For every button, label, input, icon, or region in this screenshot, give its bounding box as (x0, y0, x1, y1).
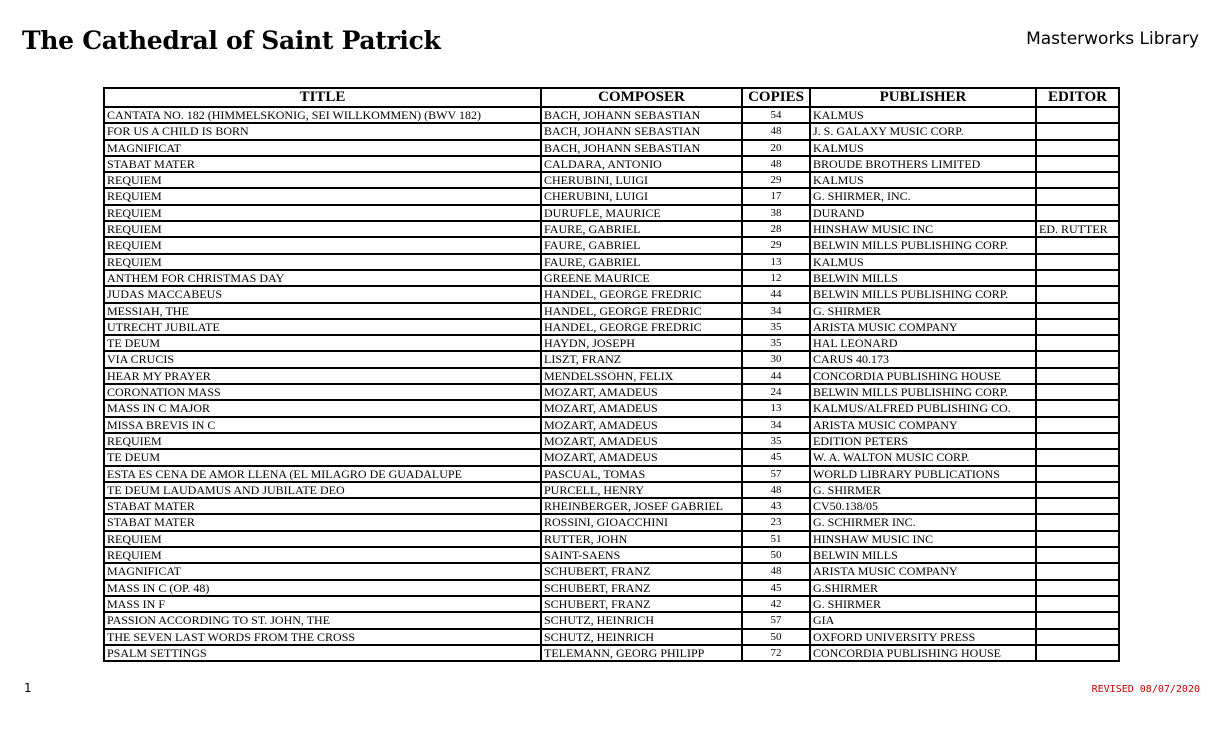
table-row (104, 417, 1119, 433)
title-cell: REQUIEM (104, 433, 541, 449)
copies-cell: 51 (742, 531, 810, 547)
composer-cell: HAYDN, JOSEPH (541, 335, 742, 351)
publisher-cell: GIA (810, 612, 1036, 628)
publisher-cell: KALMUS (810, 140, 1036, 156)
editor-cell (1036, 351, 1119, 367)
table-row (104, 254, 1119, 270)
publisher-cell: ARISTA MUSIC COMPANY (810, 563, 1036, 579)
publisher-cell: EDITION PETERS (810, 433, 1036, 449)
title-cell: MASS IN C MAJOR (104, 400, 541, 416)
title-cell: FOR US A CHILD IS BORN (104, 123, 541, 139)
title-cell: ANTHEM FOR CHRISTMAS DAY (104, 270, 541, 286)
title-cell: TE DEUM (104, 449, 541, 465)
table-row (104, 123, 1119, 139)
editor-cell (1036, 498, 1119, 514)
publisher-cell: G. SCHIRMER INC. (810, 514, 1036, 530)
copies-cell: 48 (742, 482, 810, 498)
editor-cell (1036, 270, 1119, 286)
composer-cell: BACH, JOHANN SEBASTIAN (541, 123, 742, 139)
composer-cell: BACH, JOHANN SEBASTIAN (541, 140, 742, 156)
copies-cell: 12 (742, 270, 810, 286)
title-cell: VIA CRUCIS (104, 351, 541, 367)
copies-cell: 48 (742, 123, 810, 139)
composer-cell: FAURE, GABRIEL (541, 254, 742, 270)
table-row (104, 466, 1119, 482)
publisher-cell: KALMUS (810, 172, 1036, 188)
title-cell: REQUIEM (104, 188, 541, 204)
publisher-cell: G. SHIRMER (810, 482, 1036, 498)
table-row (104, 286, 1119, 302)
table-row (104, 531, 1119, 547)
table-header-row (104, 88, 1119, 107)
composer-cell: SCHUTZ, HEINRICH (541, 612, 742, 628)
title-cell: MASS IN C (OP. 48) (104, 580, 541, 596)
composer-cell: CHERUBINI, LUIGI (541, 188, 742, 204)
masterworks-table (103, 87, 1120, 662)
title-cell: REQUIEM (104, 221, 541, 237)
column-header-editor: EDITOR (1036, 88, 1119, 107)
table-row (104, 335, 1119, 351)
revised-date: REVISED 08/07/2020 (1091, 684, 1200, 695)
title-cell: THE SEVEN LAST WORDS FROM THE CROSS (104, 629, 541, 645)
table-row (104, 368, 1119, 384)
composer-cell: MOZART, AMADEUS (541, 384, 742, 400)
title-cell: CORONATION MASS (104, 384, 541, 400)
table-row (104, 400, 1119, 416)
composer-cell: SCHUTZ, HEINRICH (541, 629, 742, 645)
table-row (104, 629, 1119, 645)
column-header-publisher: PUBLISHER (810, 88, 1036, 107)
table-row (104, 188, 1119, 204)
editor-cell (1036, 449, 1119, 465)
copies-cell: 38 (742, 205, 810, 221)
table-body (104, 107, 1119, 661)
composer-cell: PURCELL, HENRY (541, 482, 742, 498)
copies-cell: 48 (742, 156, 810, 172)
table-row (104, 563, 1119, 579)
composer-cell: RHEINBERGER, JOSEF GABRIEL (541, 498, 742, 514)
editor-cell (1036, 254, 1119, 270)
editor-cell (1036, 286, 1119, 302)
table-row (104, 140, 1119, 156)
editor-cell (1036, 400, 1119, 416)
publisher-cell: W. A. WALTON MUSIC CORP. (810, 449, 1036, 465)
title-cell: HEAR MY PRAYER (104, 368, 541, 384)
title-cell: PSALM SETTINGS (104, 645, 541, 661)
editor-cell (1036, 547, 1119, 563)
copies-cell: 29 (742, 172, 810, 188)
table-row (104, 237, 1119, 253)
editor-cell (1036, 384, 1119, 400)
editor-cell (1036, 433, 1119, 449)
copies-cell: 17 (742, 188, 810, 204)
composer-cell: LISZT, FRANZ (541, 351, 742, 367)
title-cell: TE DEUM LAUDAMUS AND JUBILATE DEO (104, 482, 541, 498)
publisher-cell: G.SHIRMER (810, 580, 1036, 596)
publisher-cell: ARISTA MUSIC COMPANY (810, 319, 1036, 335)
page-number: 1 (24, 681, 32, 695)
editor-cell (1036, 466, 1119, 482)
composer-cell: CHERUBINI, LUIGI (541, 172, 742, 188)
table-row (104, 449, 1119, 465)
title-cell: JUDAS MACCABEUS (104, 286, 541, 302)
publisher-cell: KALMUS (810, 107, 1036, 123)
copies-cell: 35 (742, 433, 810, 449)
editor-cell (1036, 645, 1119, 661)
publisher-cell: KALMUS (810, 254, 1036, 270)
composer-cell: SAINT-SAENS (541, 547, 742, 563)
copies-cell: 13 (742, 400, 810, 416)
composer-cell: MOZART, AMADEUS (541, 400, 742, 416)
table-row (104, 645, 1119, 661)
publisher-cell: BROUDE BROTHERS LIMITED (810, 156, 1036, 172)
copies-cell: 28 (742, 221, 810, 237)
copies-cell: 23 (742, 514, 810, 530)
table-row (104, 172, 1119, 188)
publisher-cell: BELWIN MILLS (810, 270, 1036, 286)
publisher-cell: OXFORD UNIVERSITY PRESS (810, 629, 1036, 645)
table-row (104, 319, 1119, 335)
copies-cell: 54 (742, 107, 810, 123)
table-row (104, 498, 1119, 514)
composer-cell: TELEMANN, GEORG PHILIPP (541, 645, 742, 661)
title-cell: REQUIEM (104, 547, 541, 563)
editor-cell (1036, 629, 1119, 645)
column-header-copies: COPIES (742, 88, 810, 107)
composer-cell: FAURE, GABRIEL (541, 221, 742, 237)
composer-cell: PASCUAL, TOMAS (541, 466, 742, 482)
copies-cell: 44 (742, 286, 810, 302)
publisher-cell: G. SHIRMER (810, 596, 1036, 612)
publisher-cell: HINSHAW MUSIC INC (810, 221, 1036, 237)
title-cell: MASS IN F (104, 596, 541, 612)
publisher-cell: G. SHIRMER, INC. (810, 188, 1036, 204)
copies-cell: 24 (742, 384, 810, 400)
table-row (104, 514, 1119, 530)
editor-cell (1036, 319, 1119, 335)
composer-cell: HANDEL, GEORGE FREDRIC (541, 286, 742, 302)
copies-cell: 50 (742, 547, 810, 563)
composer-cell: MOZART, AMADEUS (541, 449, 742, 465)
composer-cell: MENDELSSOHN, FELIX (541, 368, 742, 384)
title-cell: MISSA BREVIS IN C (104, 417, 541, 433)
publisher-cell: DURAND (810, 205, 1036, 221)
publisher-cell: BELWIN MILLS (810, 547, 1036, 563)
composer-cell: BACH, JOHANN SEBASTIAN (541, 107, 742, 123)
publisher-cell: CARUS 40.173 (810, 351, 1036, 367)
table-row (104, 270, 1119, 286)
publisher-cell: BELWIN MILLS PUBLISHING CORP. (810, 286, 1036, 302)
title-cell: UTRECHT JUBILATE (104, 319, 541, 335)
editor-cell (1036, 563, 1119, 579)
copies-cell: 72 (742, 645, 810, 661)
editor-cell (1036, 156, 1119, 172)
title-cell: ESTA ES CENA DE AMOR LLENA (EL MILAGRO DE GUADALUPE (104, 466, 541, 482)
table-row (104, 107, 1119, 123)
publisher-cell: BELWIN MILLS PUBLISHING CORP. (810, 237, 1036, 253)
title-cell: REQUIEM (104, 237, 541, 253)
title-cell: STABAT MATER (104, 498, 541, 514)
publisher-cell: HINSHAW MUSIC INC (810, 531, 1036, 547)
copies-cell: 42 (742, 596, 810, 612)
copies-cell: 44 (742, 368, 810, 384)
editor-cell: ED. RUTTER (1036, 221, 1119, 237)
table-row (104, 580, 1119, 596)
copies-cell: 48 (742, 563, 810, 579)
title-cell: MAGNIFICAT (104, 140, 541, 156)
table-row (104, 482, 1119, 498)
publisher-cell: HAL LEONARD (810, 335, 1036, 351)
editor-cell (1036, 188, 1119, 204)
publisher-cell: WORLD LIBRARY PUBLICATIONS (810, 466, 1036, 482)
composer-cell: HANDEL, GEORGE FREDRIC (541, 303, 742, 319)
copies-cell: 45 (742, 449, 810, 465)
editor-cell (1036, 531, 1119, 547)
editor-cell (1036, 580, 1119, 596)
editor-cell (1036, 417, 1119, 433)
composer-cell: GREENE MAURICE (541, 270, 742, 286)
composer-cell: FAURE, GABRIEL (541, 237, 742, 253)
table-row (104, 547, 1119, 563)
copies-cell: 34 (742, 417, 810, 433)
library-name: Masterworks Library (1026, 29, 1199, 49)
title-cell: REQUIEM (104, 531, 541, 547)
table-row (104, 596, 1119, 612)
composer-cell: MOZART, AMADEUS (541, 417, 742, 433)
copies-cell: 34 (742, 303, 810, 319)
composer-cell: RUTTER, JOHN (541, 531, 742, 547)
copies-cell: 57 (742, 612, 810, 628)
editor-cell (1036, 123, 1119, 139)
composer-cell: SCHUBERT, FRANZ (541, 596, 742, 612)
editor-cell (1036, 335, 1119, 351)
title-cell: STABAT MATER (104, 156, 541, 172)
column-header-composer: COMPOSER (541, 88, 742, 107)
copies-cell: 43 (742, 498, 810, 514)
composer-cell: DURUFLE, MAURICE (541, 205, 742, 221)
composer-cell: SCHUBERT, FRANZ (541, 563, 742, 579)
title-cell: PASSION ACCORDING TO ST. JOHN, THE (104, 612, 541, 628)
title-cell: REQUIEM (104, 172, 541, 188)
table-row (104, 205, 1119, 221)
copies-cell: 35 (742, 319, 810, 335)
editor-cell (1036, 172, 1119, 188)
title-cell: MESSIAH, THE (104, 303, 541, 319)
composer-cell: MOZART, AMADEUS (541, 433, 742, 449)
publisher-cell: CV50.138/05 (810, 498, 1036, 514)
copies-cell: 45 (742, 580, 810, 596)
composer-cell: HANDEL, GEORGE FREDRIC (541, 319, 742, 335)
table-row (104, 156, 1119, 172)
title-cell: REQUIEM (104, 254, 541, 270)
table-row (104, 351, 1119, 367)
copies-cell: 35 (742, 335, 810, 351)
table-row (104, 303, 1119, 319)
title-cell: MAGNIFICAT (104, 563, 541, 579)
publisher-cell: CONCORDIA PUBLISHING HOUSE (810, 645, 1036, 661)
title-cell: TE DEUM (104, 335, 541, 351)
column-header-title: TITLE (104, 88, 541, 107)
editor-cell (1036, 368, 1119, 384)
copies-cell: 29 (742, 237, 810, 253)
table-row (104, 384, 1119, 400)
editor-cell (1036, 140, 1119, 156)
publisher-cell: CONCORDIA PUBLISHING HOUSE (810, 368, 1036, 384)
title-cell: REQUIEM (104, 205, 541, 221)
publisher-cell: KALMUS/ALFRED PUBLISHING CO. (810, 400, 1036, 416)
editor-cell (1036, 514, 1119, 530)
editor-cell (1036, 237, 1119, 253)
copies-cell: 30 (742, 351, 810, 367)
editor-cell (1036, 596, 1119, 612)
editor-cell (1036, 482, 1119, 498)
title-cell: CANTATA NO. 182 (HIMMELSKONIG, SEI WILLKOMMEN) (BWV 182) (104, 107, 541, 123)
table-row (104, 612, 1119, 628)
document-title: The Cathedral of Saint Patrick (22, 26, 441, 55)
composer-cell: CALDARA, ANTONIO (541, 156, 742, 172)
publisher-cell: G. SHIRMER (810, 303, 1036, 319)
publisher-cell: BELWIN MILLS PUBLISHING CORP. (810, 384, 1036, 400)
editor-cell (1036, 107, 1119, 123)
copies-cell: 57 (742, 466, 810, 482)
publisher-cell: J. S. GALAXY MUSIC CORP. (810, 123, 1036, 139)
table-row (104, 221, 1119, 237)
copies-cell: 13 (742, 254, 810, 270)
copies-cell: 50 (742, 629, 810, 645)
publisher-cell: ARISTA MUSIC COMPANY (810, 417, 1036, 433)
composer-cell: ROSSINI, GIOACCHINI (541, 514, 742, 530)
editor-cell (1036, 303, 1119, 319)
editor-cell (1036, 612, 1119, 628)
copies-cell: 20 (742, 140, 810, 156)
composer-cell: SCHUBERT, FRANZ (541, 580, 742, 596)
title-cell: STABAT MATER (104, 514, 541, 530)
editor-cell (1036, 205, 1119, 221)
table-row (104, 433, 1119, 449)
